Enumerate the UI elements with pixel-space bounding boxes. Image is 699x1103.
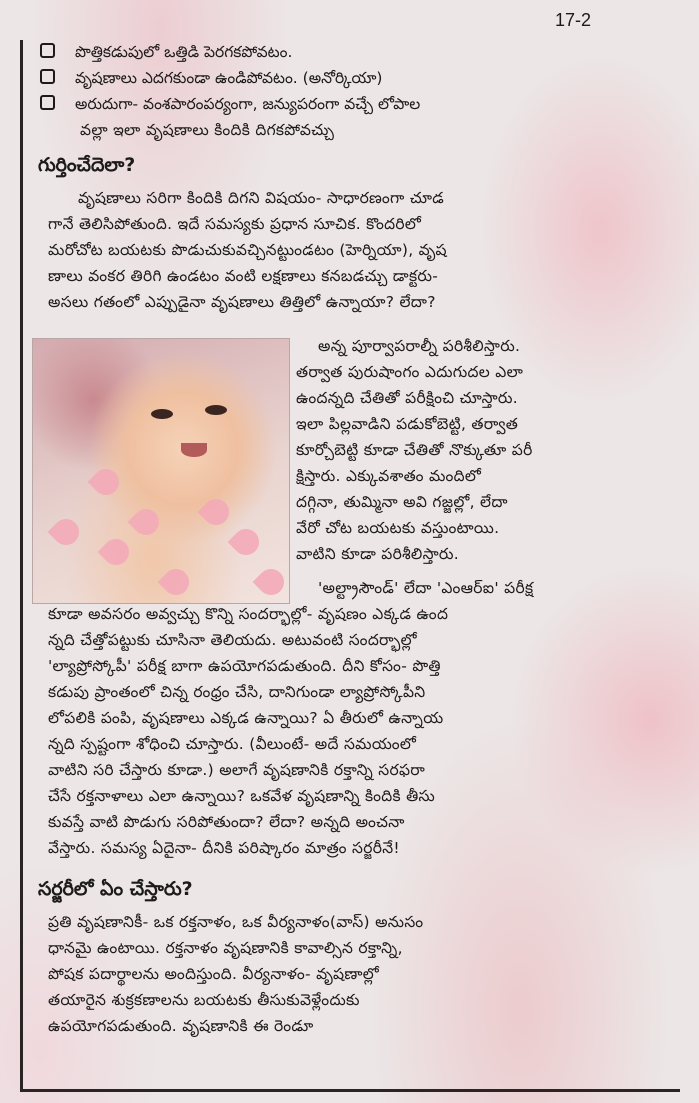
- paragraph-line: అసలు గతంలో ఎప్పుడైనా వృషణాలు తిత్తిలో ఉన్నాయా? లేదా?: [48, 293, 436, 311]
- paragraph-line: లోపలికి పంపి, వృషణాలు ఎక్కడ ఉన్నాయి? ఏ తీరులో ఉన్నాయ: [48, 709, 444, 727]
- blossom-petal: [128, 504, 165, 541]
- paragraph-line: తయారైన శుక్రకణాలను బయటకు తీసుకువెళ్లేందుకు: [48, 991, 360, 1009]
- paragraph-line: 'అల్ట్రాసౌండ్' లేదా 'ఎంఆర్ఐ' పరీక్ష: [318, 579, 534, 597]
- paragraph-line: వాటిని కూడా పరిశీలిస్తారు.: [296, 545, 459, 563]
- paragraph-line: ధానమై ఉంటాయి. రక్తనాళం వృషణానికి కావాల్సిన రక్తాన్ని,: [48, 939, 403, 957]
- photo-eye: [151, 409, 173, 419]
- paragraph-line: ఉందన్నది చేతితో పరీక్షించి చూస్తారు.: [296, 389, 518, 407]
- blossom-petal: [228, 524, 265, 561]
- blossom-petal: [48, 514, 85, 551]
- paragraph-line: కూడా అవసరం అవ్వచ్చు కొన్ని సందర్భాల్లో- వృషణం ఎక్కడ ఉంద: [48, 605, 449, 623]
- paragraph-line: న్నది చేత్తోపట్టుకు చూసినా తెలియదు. అటువంటి సందర్భాల్లో: [48, 631, 417, 649]
- bullet-continuation: వల్లా ఇలా వృషణాలు కిందికి దిగకపోవచ్చు: [80, 121, 335, 139]
- checkbox-bullet-icon: [40, 69, 55, 84]
- section-heading-surgery: సర్జరీలో ఏం చేస్తారు?: [38, 878, 193, 900]
- section-heading-diagnosis: గుర్తించేదెలా?: [38, 154, 136, 176]
- blossom-petal: [98, 534, 135, 571]
- paragraph-line: వేరో చోట బయటకు వస్తుంటాయి.: [296, 519, 500, 537]
- paragraph-line: క్షిస్తారు. ఎక్కువశాతం మందిలో: [296, 467, 482, 485]
- paragraph-line: తర్వాత పురుషాంగం ఎదుగుదల ఎలా: [296, 363, 524, 381]
- baby-photo: [32, 338, 290, 604]
- paragraph-line: మరోచోట బయటకు పొడుచుకువచ్చినట్టుండటం (హెర్నియా), వృష: [48, 241, 447, 259]
- blossom-petal: [88, 464, 125, 501]
- blossom-petal: [198, 494, 235, 531]
- checkbox-bullet-icon: [40, 95, 55, 110]
- paragraph-line: ణాలు వంకర తిరిగి ఉండటం వంటి లక్షణాలు కనబడచ్చు డాక్టరు-: [48, 267, 439, 285]
- blossom-petal: [253, 564, 290, 601]
- bullet-text: అరుదుగా- వంశపారంపర్యంగా, జన్యుపరంగా వచ్చే లోపాల: [75, 95, 421, 113]
- bottom-border-rule: [20, 1089, 680, 1092]
- paragraph-line: అన్న పూర్వాపరాల్నీ పరిశీలిస్తారు.: [318, 337, 521, 355]
- paragraph-line: ఉపయోగపడుతుంది. వృషణానికి ఈ రెండూ: [48, 1017, 314, 1035]
- paragraph-line: 'ల్యాప్రోస్కోపీ' పరీక్ష బాగా ఉపయోగపడుతుంది. దీని కోసం- పొత్తి: [48, 657, 441, 675]
- paragraph-line: గానే తెలిసిపోతుంది. ఇదే సమస్యకు ప్రధాన సూచిక. కొందరిలో: [48, 215, 422, 233]
- page-number: 17-2: [555, 10, 592, 30]
- blossom-petal: [158, 564, 195, 601]
- paragraph-line: కూర్చోబెట్టి కూడా చేతితో నొక్కుతూ పరీ: [296, 441, 533, 459]
- paragraph-line: వృషణాలు సరిగా కిందికి దిగని విషయం- సాధారణంగా చూడ: [78, 189, 445, 207]
- bullet-text: పొత్తికడుపులో ఒత్తిడి పెరగకపోవటం.: [75, 43, 293, 61]
- photo-eye: [205, 405, 227, 415]
- paragraph-line: పోషక పదార్థాలను అందిస్తుంది. వీర్యనాళం- వృషణాల్లో: [48, 965, 379, 983]
- paragraph-line: చేసే రక్తనాళాలు ఎలా ఉన్నాయి? ఒకవేళ వృషణాన్ని కిందికి తీసు: [48, 787, 436, 805]
- paragraph-line: ఇలా పిల్లవాడిని పడుకోబెట్టి, తర్వాత: [296, 415, 519, 433]
- paragraph-line: కడుపు ప్రాంతంలో చిన్న రంధ్రం చేసి, దానిగుండా ల్యాప్రోస్కోపీని: [48, 683, 426, 701]
- photo-mouth: [181, 443, 207, 457]
- checkbox-bullet-icon: [40, 43, 55, 58]
- paragraph-line: దగ్గినా, తుమ్మినా అవి గజ్జల్లో, లేదా: [296, 493, 508, 511]
- paragraph-line: వేస్తారు. సమస్య ఏదైనా- దీనికి పరిష్కారం మాత్రం సర్జరీనే!: [48, 839, 400, 857]
- bullet-item: [40, 92, 420, 116]
- paragraph-line: న్నది స్పష్టంగా శోధించి చూస్తారు. (వీలుంటే- అదే సమయంలో: [48, 735, 417, 753]
- paragraph-line: ప్రతి వృషణానికీ- ఒక రక్తనాళం, ఒక వీర్యనాళం(వాస్) అనుసం: [48, 913, 424, 931]
- left-border-rule: [20, 40, 23, 1090]
- bullet-text: వృషణాలు ఎదగకుండా ఉండిపోవటం. (అనోర్కియా): [75, 69, 383, 87]
- bullet-item: [40, 40, 292, 64]
- paragraph-line: వాటిని సరి చేస్తారు కూడా.) అలాగే వృషణానికి రక్తాన్ని సరఫరా: [48, 761, 426, 779]
- bullet-item: [40, 66, 382, 90]
- paragraph-line: కువస్తే వాటి పొడుగు సరిపోతుందా? లేదా? అన్నది అంచనా: [48, 813, 405, 831]
